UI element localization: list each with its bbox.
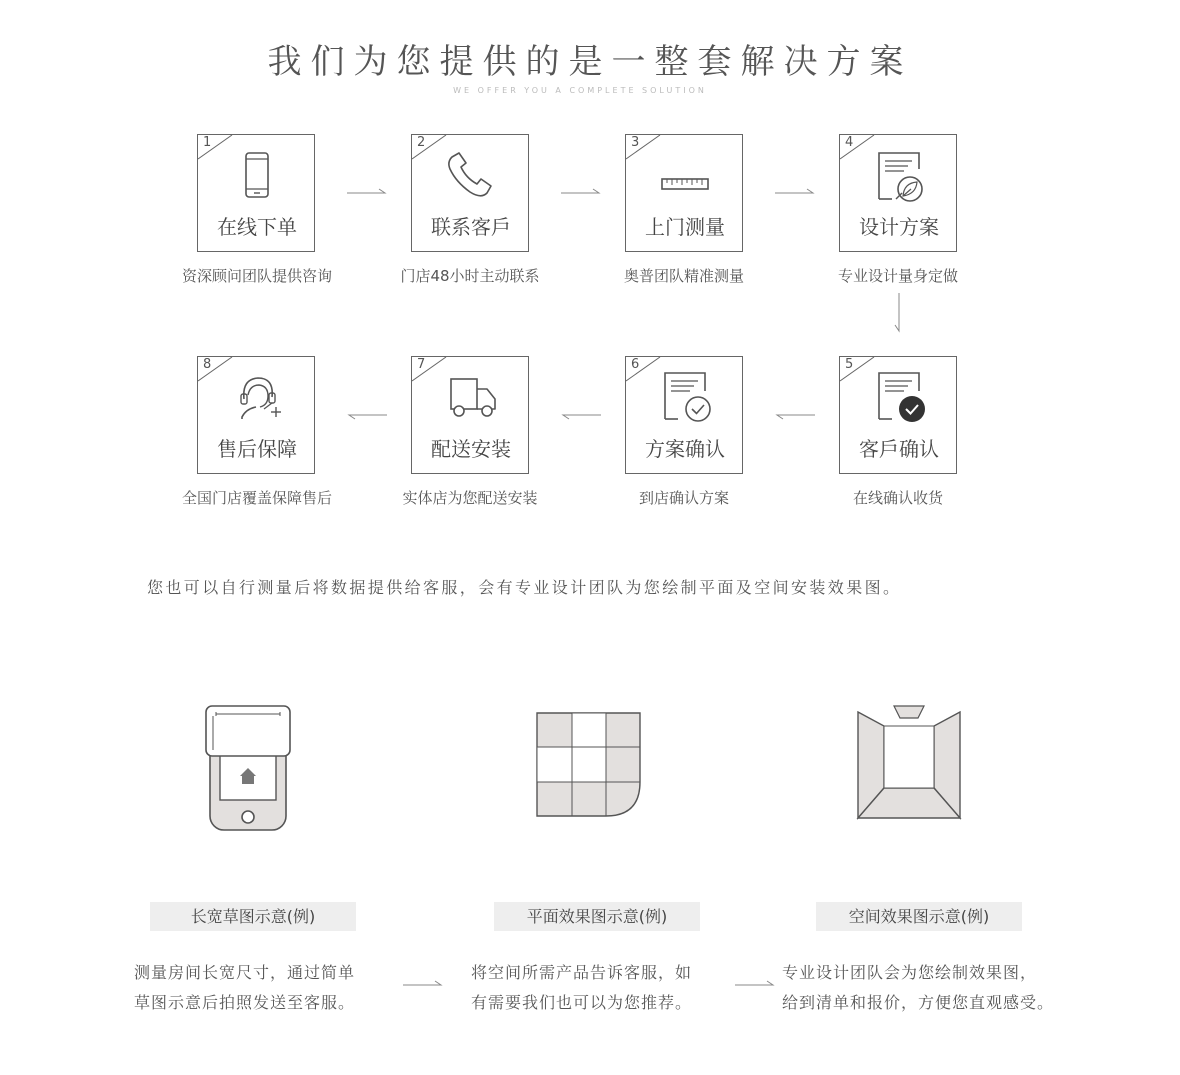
step-label: 方案确认 [645, 437, 725, 461]
step-card-7 [411, 356, 529, 474]
step-label: 售后保障 [217, 437, 297, 461]
room-perspective-icon [856, 704, 964, 822]
step-card-8 [197, 356, 315, 474]
step-card-1 [197, 134, 315, 252]
step-number: 3 [631, 135, 640, 150]
step-desc-6: 到店确认方案 [638, 489, 729, 507]
step-number: 7 [417, 357, 426, 372]
step-label: 配送安装 [431, 437, 511, 461]
ruler-icon [626, 147, 744, 205]
example-line: 有需要我们也可以为您推荐。 [471, 993, 693, 1012]
design-document-icon [840, 147, 958, 205]
arrow-right-icon [560, 188, 602, 198]
floor-plan-grid-icon [536, 712, 642, 818]
step-card-5 [839, 356, 957, 474]
step-desc-2: 门店48小时主动联系 [400, 267, 540, 285]
page-title: 我们为您提供的是一整套解决方案 [267, 42, 913, 82]
step-card-2 [411, 134, 529, 252]
arrow-down-icon [893, 292, 905, 334]
step-label: 上门测量 [645, 215, 725, 239]
step-number: 8 [203, 357, 212, 372]
step-number: 6 [631, 357, 640, 372]
example-line: 专业设计团队会为您绘制效果图， [782, 963, 1038, 982]
example-line: 测量房间长宽尺寸，通过简单 [134, 963, 356, 982]
delivery-truck-icon [412, 369, 530, 427]
step-card-6 [625, 356, 743, 474]
example-tag-space: 空间效果图示意(例) [816, 902, 1022, 931]
document-check-icon [626, 369, 744, 427]
arrow-left-icon [346, 410, 388, 420]
example-text-sketch [134, 958, 355, 1018]
step-desc-4: 专业设计量身定做 [837, 267, 958, 285]
step-number: 5 [845, 357, 854, 372]
step-card-4 [839, 134, 957, 252]
info-sentence: 您也可以自行测量后将数据提供给客服，会有专业设计团队为您绘制平面及空间安装效果图。 [147, 578, 902, 597]
example-line: 将空间所需产品告诉客服，如 [471, 963, 693, 982]
arrow-right-icon [346, 188, 388, 198]
step-label: 设计方案 [859, 215, 939, 239]
arrow-left-icon [774, 410, 816, 420]
phone-icon [198, 147, 316, 205]
step-card-3 [625, 134, 743, 252]
sketch-phone-icon [200, 700, 296, 836]
step-label: 客戶确认 [859, 437, 939, 461]
step-label: 联系客戶 [431, 215, 511, 239]
step-desc-1: 资深顾问团队提供咨询 [181, 267, 332, 285]
example-text-space [782, 958, 1054, 1018]
step-desc-8: 全国门店覆盖保障售后 [181, 489, 332, 507]
arrow-right-icon [402, 980, 444, 990]
step-number: 1 [203, 135, 212, 150]
arrow-right-icon [734, 980, 776, 990]
telephone-handset-icon [412, 147, 530, 205]
step-desc-7: 实体店为您配送安装 [402, 489, 538, 507]
step-desc-3: 奥普团队精准测量 [623, 267, 744, 285]
step-number: 4 [845, 135, 854, 150]
headset-support-icon [198, 369, 316, 427]
example-line: 给到清单和报价，方便您直观感受。 [782, 993, 1055, 1012]
step-number: 2 [417, 135, 426, 150]
example-text-plan [471, 958, 692, 1018]
arrow-right-icon [774, 188, 816, 198]
step-desc-5: 在线确认收货 [852, 489, 943, 507]
arrow-left-icon [560, 410, 602, 420]
example-line: 草图示意后拍照发送至客服。 [134, 993, 356, 1012]
example-tag-plan: 平面效果图示意(例) [494, 902, 700, 931]
document-filled-check-icon [840, 369, 958, 427]
page-subtitle: WE OFFER YOU A COMPLETE SOLUTION [453, 86, 707, 95]
step-label: 在线下单 [217, 215, 297, 239]
example-tag-sketch: 长宽草图示意(例) [150, 902, 356, 931]
